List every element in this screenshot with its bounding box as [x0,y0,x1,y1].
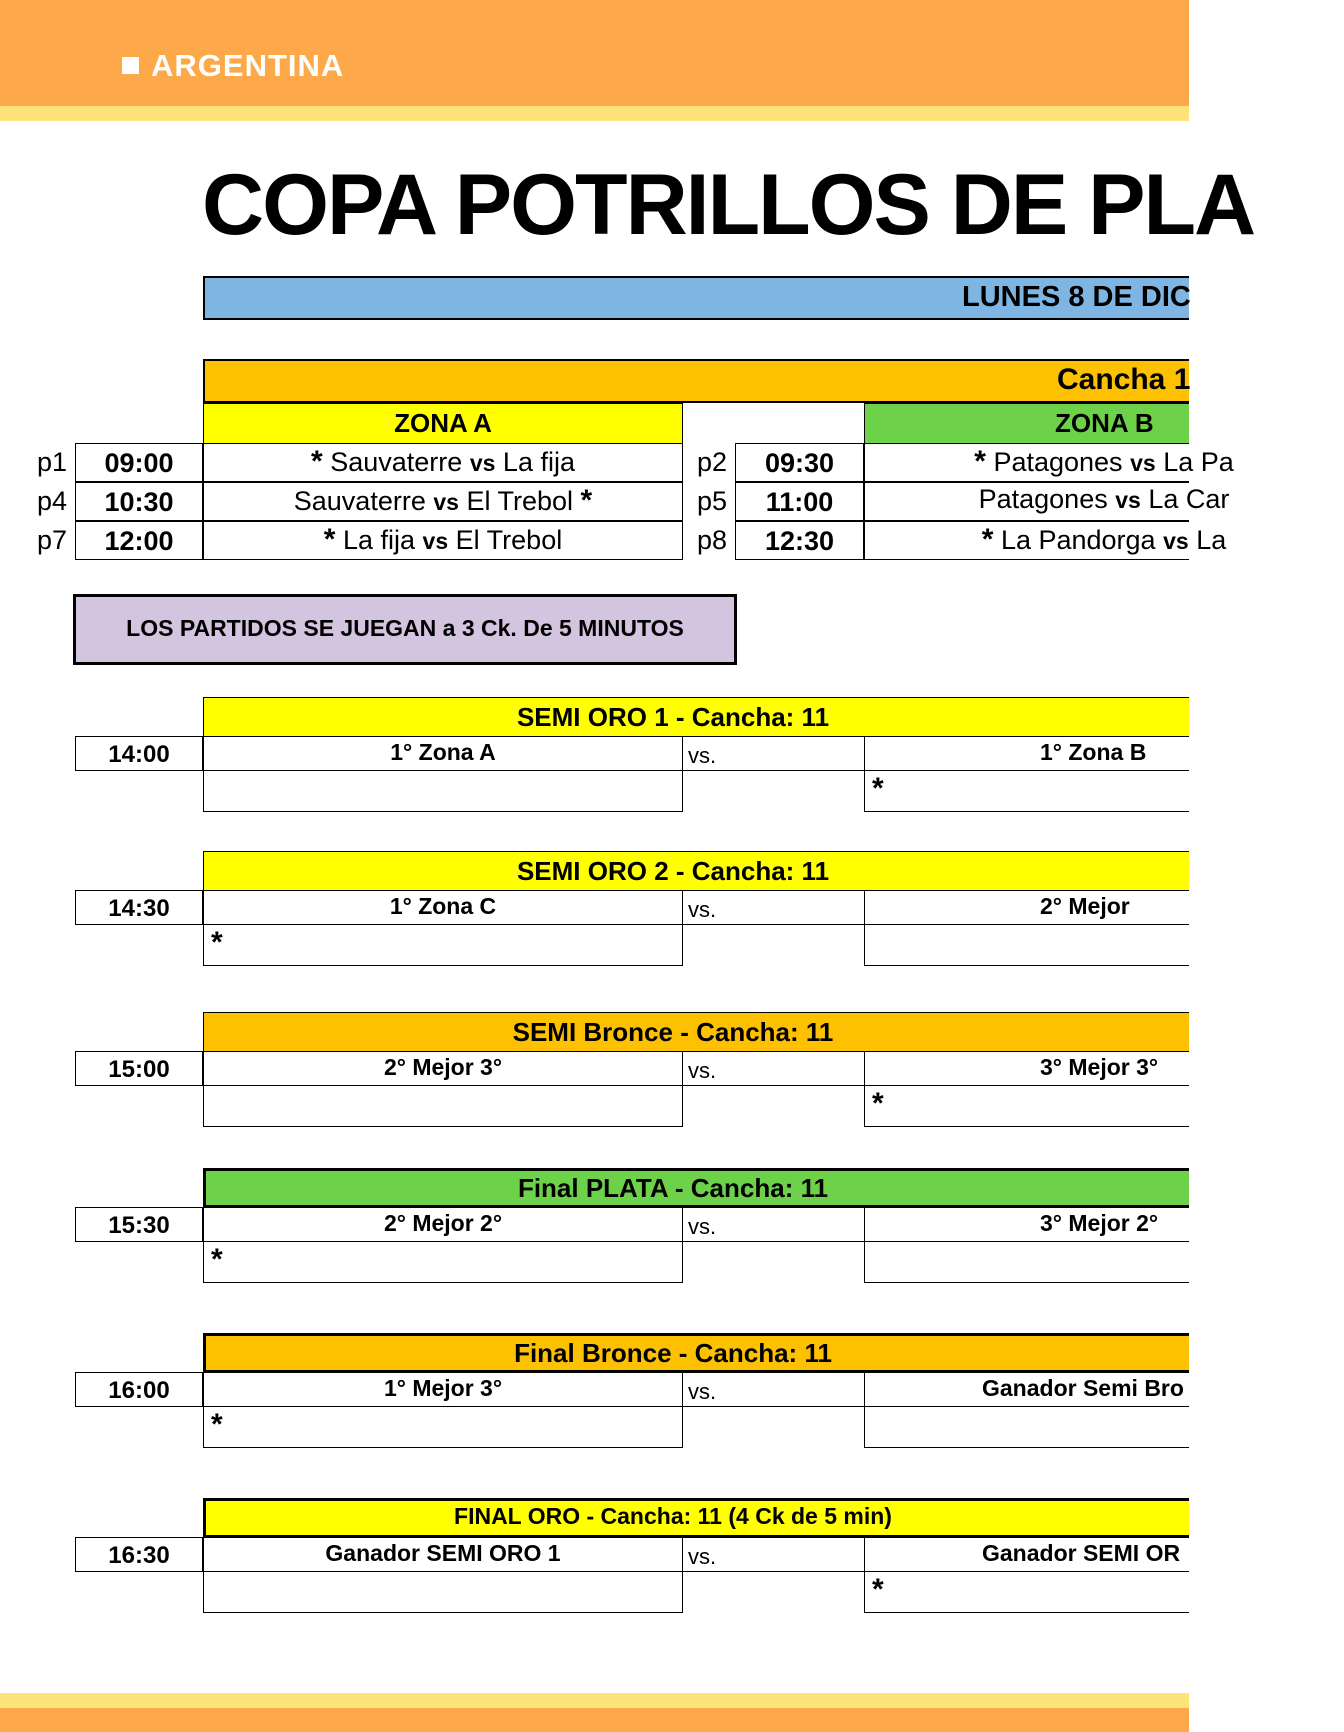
top-accent-stripe [0,106,1189,121]
away-team: El Trebol [455,525,563,555]
match-id: p5 [697,486,728,516]
star-marker: * [211,1408,223,1441]
match-id: p4 [37,486,68,516]
away-team: 2° Mejor [1040,893,1130,919]
page-title: COPA POTRILLOS DE PLA [202,157,1255,253]
vs-label: vs [469,450,496,476]
home-team: Ganador SEMI ORO 1 [325,1540,561,1566]
match-time: 16:30 [108,1542,170,1569]
star-marker: * [872,1573,884,1606]
star-marker: * [311,445,323,478]
match-id: p2 [697,447,728,477]
match-teams [864,484,1344,515]
away-team: Ganador Semi Bro [982,1375,1184,1401]
rules-note-text: LOS PARTIDOS SE JUEGAN a 3 Ck. De 5 MINUTOS [126,615,684,641]
star-marker: * [974,445,986,478]
knockout-title: SEMI ORO 2 - Cancha: 11 [516,856,830,886]
home-team: Patagones [993,447,1123,477]
square-bullet-icon [122,57,139,74]
vs-label: vs. [688,743,717,768]
away-score-cell [864,924,1189,966]
away-score-cell [864,770,1189,812]
away-team: 1° Zona B [1040,739,1147,765]
vs-label: vs [422,528,449,554]
star-marker: * [211,926,223,959]
star-marker: * [211,1243,223,1276]
away-team: Ganador SEMI OR [982,1540,1181,1566]
vs-label: vs. [688,1379,717,1404]
away-team: La Pa [1163,447,1234,477]
star-marker: * [872,1087,884,1120]
match-time: 15:00 [108,1056,170,1083]
match-teams [203,484,683,518]
home-team: Sauvaterre [330,447,463,477]
away-team: 3° Mejor 2° [1040,1210,1159,1236]
home-team: La fija [342,525,416,555]
star-marker: * [872,772,884,805]
vs-label: vs [1130,450,1156,476]
away-cell [864,890,1189,925]
home-team: 2° Mejor 3° [383,1054,503,1080]
cancha-banner [203,359,1189,403]
match-time: 15:30 [108,1212,170,1239]
match-time: 09:00 [104,448,174,478]
star-marker: * [580,484,593,517]
away-score-cell [864,1406,1189,1448]
zona-b-label: ZONA B [1055,408,1154,438]
match-id: p1 [37,447,68,477]
home-score-cell [203,924,683,966]
home-score-cell [203,1406,683,1448]
match-time: 11:00 [765,487,834,517]
match-time: 12:00 [104,526,174,556]
knockout-title: Final PLATA - Cancha: 11 [517,1173,829,1203]
match-id: p8 [697,525,728,555]
home-team: 1° Zona A [390,739,496,765]
zona-a-label: ZONA A [394,408,492,438]
vs-label: vs [433,489,459,515]
home-score-cell [203,770,683,812]
match-time: 16:00 [108,1377,170,1404]
vs-label: vs [1163,528,1189,554]
vs-label: vs. [688,897,717,922]
match-time: 10:30 [104,487,174,517]
match-teams [864,523,1344,557]
away-team: La Car [1148,484,1230,514]
match-id: p7 [37,525,68,555]
away-score-cell [864,1085,1189,1127]
home-score-cell [203,1085,683,1127]
date-banner-text: LUNES 8 DE DIC [962,281,1191,313]
home-team: Patagones [978,484,1108,514]
match-time: 14:30 [108,895,170,922]
vs-label: vs. [688,1058,717,1083]
away-team: 3° Mejor 3° [1040,1054,1159,1080]
bottom-footer-bar [0,1708,1189,1732]
vs-label: vs [1115,487,1141,513]
home-team: 2° Mejor 2° [383,1210,503,1236]
bottom-accent-stripe [0,1693,1189,1708]
vs-label: vs. [688,1544,717,1569]
match-time: 14:00 [108,741,170,768]
home-score-cell [203,1241,683,1283]
country-text: ARGENTINA [151,48,345,83]
knockout-title: FINAL ORO - Cancha: 11 (4 Ck de 5 min) [454,1503,892,1529]
knockout-title: SEMI ORO 1 - Cancha: 11 [516,702,830,732]
match-time: 12:30 [764,526,835,556]
match-teams [864,445,1344,479]
away-score-cell [864,1571,1189,1613]
cancha-banner-text: Cancha 1 [1057,363,1191,396]
away-team: El Trebol [466,486,574,516]
star-marker: * [981,523,994,556]
knockout-title: SEMI Bronce - Cancha: 11 [512,1017,834,1047]
home-team: La Pandorga [1000,525,1156,555]
home-team: 1° Mejor 3° [383,1375,503,1401]
away-score-cell [864,1241,1189,1283]
away-team: La [1196,525,1227,555]
country-label [122,48,344,84]
match-time: 09:30 [764,448,835,478]
home-team: 1° Zona C [389,893,497,919]
knockout-title: Final Bronce - Cancha: 11 [514,1338,832,1368]
away-team: La fija [502,447,575,477]
home-team: Sauvaterre [293,486,426,516]
vs-label: vs. [688,1214,717,1239]
match-teams [203,523,683,557]
star-marker: * [323,523,336,556]
match-teams [203,445,683,479]
home-score-cell [203,1571,683,1613]
